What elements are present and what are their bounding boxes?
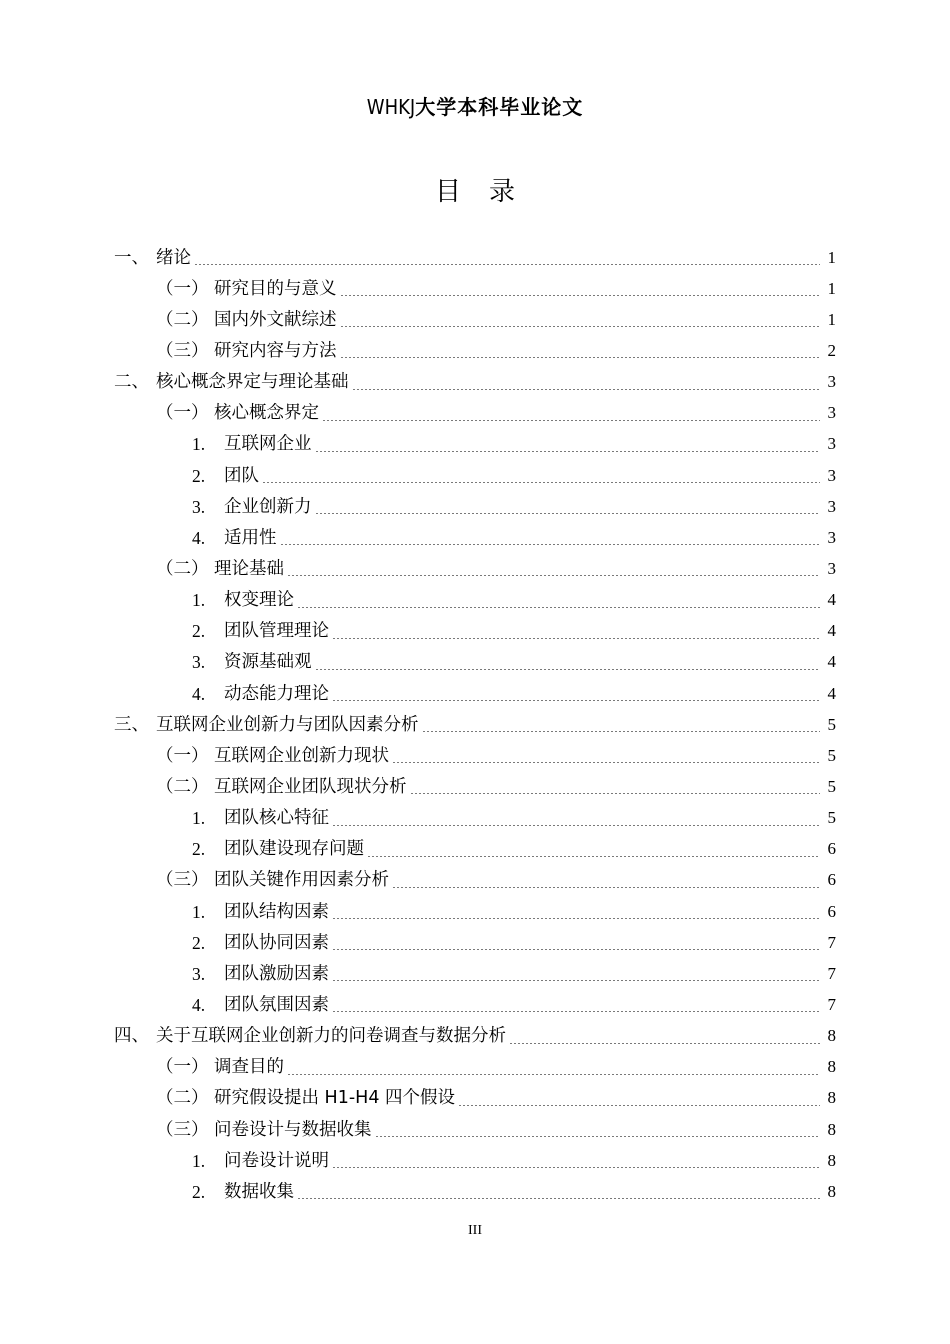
toc-entry-page: 8: [827, 1150, 836, 1170]
toc-entry-number: 1.: [192, 434, 206, 455]
dot-leader: [352, 389, 821, 390]
toc-entry-number: （一）: [156, 1057, 209, 1078]
toc-entry-number: 4.: [192, 683, 206, 704]
toc-entry-page: 4: [827, 590, 836, 610]
toc-entry[interactable]: [0, 678, 950, 709]
dot-leader: [340, 295, 821, 296]
toc-entry[interactable]: [0, 304, 950, 335]
toc-entry-number: 一、: [114, 247, 149, 268]
toc-entry-page: 8: [827, 1026, 836, 1046]
dot-leader: [332, 638, 820, 639]
toc-entry[interactable]: [0, 958, 950, 989]
toc-entry[interactable]: [0, 242, 950, 273]
toc-entry-label: 适用性: [224, 527, 277, 548]
toc-entry-label: 团队: [224, 465, 259, 486]
toc-entry-page: 7: [827, 932, 836, 952]
toc-entry[interactable]: [0, 1145, 950, 1176]
toc-entry-number: 四、: [114, 1026, 149, 1047]
dot-leader: [287, 1074, 820, 1075]
toc-entry-page: 1: [827, 247, 836, 267]
toc-entry-number: 1.: [192, 590, 206, 611]
dot-leader: [315, 513, 821, 514]
toc-entry-label: 团队关键作用因素分析: [214, 870, 389, 891]
dot-leader: [315, 451, 821, 452]
toc-entry-number: （二）: [156, 309, 209, 330]
toc-entry-page: 6: [827, 901, 836, 921]
dot-leader: [509, 1043, 820, 1044]
toc-entry-number: 二、: [114, 372, 149, 393]
dot-leader: [375, 1136, 821, 1137]
toc-entry-page: 3: [827, 403, 836, 423]
dot-leader: [367, 856, 820, 857]
toc-entry-number: （三）: [156, 870, 209, 891]
toc-entry[interactable]: [0, 1083, 950, 1114]
dot-leader: [322, 420, 820, 421]
header-thesis-type: 大学本科毕业论文: [415, 95, 584, 119]
toc-entry-label: 团队氛围因素: [224, 994, 329, 1015]
toc-entry-page: 3: [827, 496, 836, 516]
toc-entry-label: 团队结构因素: [224, 901, 329, 922]
table-of-contents: [0, 242, 950, 1207]
toc-entry[interactable]: [0, 1176, 950, 1207]
dot-leader: [332, 1167, 820, 1168]
toc-entry-number: （一）: [156, 403, 209, 424]
toc-entry-label: 团队建设现存问题: [224, 839, 364, 860]
toc-entry[interactable]: [0, 803, 950, 834]
toc-entry-page: 1: [827, 309, 836, 329]
dot-leader: [194, 264, 820, 265]
toc-entry-number: 4.: [192, 527, 206, 548]
toc-title: 目录: [434, 177, 543, 207]
dot-leader: [332, 825, 820, 826]
toc-entry-number: （二）: [156, 776, 209, 797]
dot-leader: [287, 575, 820, 576]
dot-leader: [392, 887, 820, 888]
toc-entry[interactable]: [0, 927, 950, 958]
toc-entry-label: 问卷设计与数据收集: [214, 1119, 372, 1140]
toc-entry[interactable]: [0, 740, 950, 771]
toc-entry-page: 1: [827, 278, 836, 298]
toc-entry[interactable]: [0, 522, 950, 553]
dot-leader: [340, 326, 821, 327]
toc-entry[interactable]: [0, 553, 950, 584]
toc-entry-number: （二）: [156, 1088, 209, 1109]
dot-leader: [332, 700, 820, 701]
toc-entry-page: 4: [827, 683, 836, 703]
toc-entry-page: 3: [827, 527, 836, 547]
toc-entry[interactable]: [0, 771, 950, 802]
toc-entry[interactable]: [0, 709, 950, 740]
toc-entry[interactable]: [0, 398, 950, 429]
toc-entry-page: 4: [827, 652, 836, 672]
toc-entry[interactable]: [0, 1052, 950, 1083]
toc-entry[interactable]: [0, 429, 950, 460]
toc-entry-page: 3: [827, 558, 836, 578]
dot-leader: [410, 793, 821, 794]
toc-entry-label: 动态能力理论: [224, 683, 329, 704]
toc-entry-page: 4: [827, 621, 836, 641]
toc-entry-number: （二）: [156, 558, 209, 579]
toc-entry-label: 关于互联网企业创新力的问卷调查与数据分析: [156, 1026, 506, 1047]
header-school-abbrev: WHKJ: [366, 95, 416, 119]
toc-entry-page: 6: [827, 870, 836, 890]
dot-leader: [392, 762, 820, 763]
toc-entry[interactable]: [0, 585, 950, 616]
toc-entry-label: 绪论: [156, 247, 191, 268]
toc-entry[interactable]: [0, 335, 950, 366]
toc-entry[interactable]: [0, 273, 950, 304]
toc-entry-number: 2.: [192, 932, 206, 953]
toc-entry-label: 权变理论: [224, 590, 294, 611]
toc-entry-page: 5: [827, 745, 836, 765]
dot-leader: [332, 980, 820, 981]
toc-entry-label: 数据收集: [224, 1181, 294, 1202]
toc-entry-page: 7: [827, 994, 836, 1014]
toc-entry-label: 资源基础观: [224, 652, 312, 673]
toc-entry-page: 5: [827, 808, 836, 828]
page-number: III: [468, 1223, 482, 1238]
toc-entry-label: 团队协同因素: [224, 932, 329, 953]
toc-entry-label: 问卷设计说明: [224, 1150, 329, 1171]
toc-entry-label: 调查目的: [214, 1057, 284, 1078]
toc-entry-number: 1.: [192, 901, 206, 922]
toc-entry-page: 2: [827, 340, 836, 360]
toc-entry-number: 2.: [192, 1181, 206, 1202]
toc-entry-number: 4.: [192, 994, 206, 1015]
toc-entry-page: 7: [827, 963, 836, 983]
toc-entry[interactable]: [0, 460, 950, 491]
dot-leader: [262, 482, 820, 483]
toc-entry-number: 1.: [192, 1150, 206, 1171]
dot-leader: [280, 544, 821, 545]
toc-entry-page: 8: [827, 1181, 836, 1201]
toc-entry-page: 3: [827, 434, 836, 454]
running-header: [0, 94, 950, 120]
toc-entry[interactable]: [0, 1021, 950, 1052]
toc-entry-number: （三）: [156, 340, 209, 361]
toc-entry-number: 1.: [192, 808, 206, 829]
dot-leader: [332, 918, 820, 919]
toc-entry-number: 3.: [192, 496, 206, 517]
dot-leader: [297, 607, 820, 608]
toc-entry-label: 核心概念界定: [214, 403, 319, 424]
toc-entry[interactable]: [0, 834, 950, 865]
toc-entry[interactable]: [0, 367, 950, 398]
toc-entry-number: 2.: [192, 621, 206, 642]
toc-entry-label: 国内外文献综述: [214, 309, 337, 330]
toc-entry[interactable]: [0, 1114, 950, 1145]
dot-leader: [332, 1011, 820, 1012]
toc-entry-number: （一）: [156, 278, 209, 299]
toc-entry-label: 互联网企业创新力与团队因素分析: [156, 714, 419, 735]
dot-leader: [422, 731, 821, 732]
toc-entry-label: 研究内容与方法: [214, 340, 337, 361]
toc-entry-page: 8: [827, 1088, 836, 1108]
toc-entry-page: 5: [827, 776, 836, 796]
toc-entry[interactable]: [0, 865, 950, 896]
toc-entry-label: 团队激励因素: [224, 963, 329, 984]
toc-entry-label: 核心概念界定与理论基础: [156, 372, 349, 393]
toc-entry-label: 研究假设提出 H1-H4 四个假设: [214, 1088, 456, 1109]
toc-entry-page: 3: [827, 465, 836, 485]
toc-entry-label: 企业创新力: [224, 496, 312, 517]
dot-leader: [458, 1105, 820, 1106]
toc-entry-label: 理论基础: [214, 558, 284, 579]
toc-entry-number: 3.: [192, 963, 206, 984]
toc-entry-label: 团队核心特征: [224, 808, 329, 829]
dot-leader: [340, 357, 821, 358]
toc-entry-page: 5: [827, 714, 836, 734]
toc-entry-page: 8: [827, 1057, 836, 1077]
toc-entry-page: 6: [827, 839, 836, 859]
toc-entry-label: 互联网企业创新力现状: [214, 745, 389, 766]
toc-entry-number: 3.: [192, 652, 206, 673]
toc-entry[interactable]: [0, 647, 950, 678]
toc-entry-page: 8: [827, 1119, 836, 1139]
toc-entry[interactable]: [0, 616, 950, 647]
toc-entry-number: （一）: [156, 745, 209, 766]
toc-entry[interactable]: [0, 896, 950, 927]
toc-entry-number: 三、: [114, 714, 149, 735]
toc-entry-number: （三）: [156, 1119, 209, 1140]
dot-leader: [332, 949, 820, 950]
toc-entry-label: 互联网企业: [224, 434, 312, 455]
toc-entry[interactable]: [0, 491, 950, 522]
dot-leader: [315, 669, 821, 670]
toc-entry-page: 3: [827, 372, 836, 392]
dot-leader: [297, 1198, 820, 1199]
toc-entry-number: 2.: [192, 839, 206, 860]
toc-entry[interactable]: [0, 989, 950, 1020]
toc-entry-label: 互联网企业团队现状分析: [214, 776, 407, 797]
toc-entry-number: 2.: [192, 465, 206, 486]
toc-entry-label: 团队管理理论: [224, 621, 329, 642]
toc-entry-label: 研究目的与意义: [214, 278, 337, 299]
